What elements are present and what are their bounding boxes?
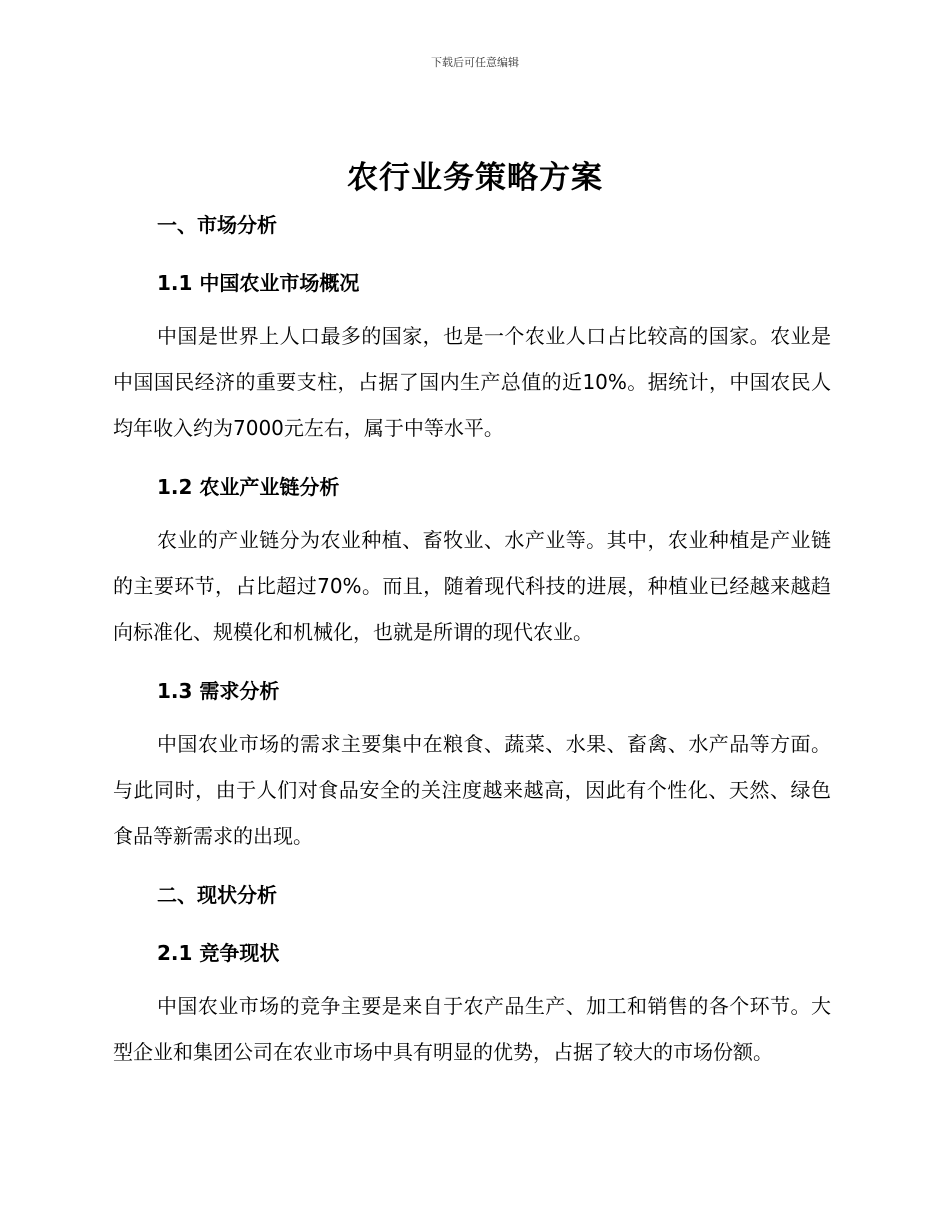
document-title: 农行业务策略方案: [347, 160, 603, 196]
page-header-note: 下载后可任意编辑: [431, 56, 519, 69]
paragraph-2-1: 中国农业市场的竞争主要是来自于农产品生产、加工和销售的各个环节。大型企业和集团公司在农业市场中具有明显的优势，占据了较大的市场份额。: [113, 994, 831, 1064]
subsection-heading-1-2: 1.2 农业产业链分析: [157, 475, 340, 499]
subsection-heading-1-1: 1.1 中国农业市场概况: [157, 271, 360, 295]
paragraph-1-2: 农业的产业链分为农业种植、畜牧业、水产业等。其中，农业种植是产业链的主要环节，占比超过70%。而且，随着现代科技的进展，种植业已经越来越趋向标准化、规模化和机械化，也就是所谓的现代农业。: [113, 528, 831, 644]
paragraph-1-1: 中国是世界上人口最多的国家，也是一个农业人口占比较高的国家。农业是中国国民经济的重要支柱，占据了国内生产总值的近10%。据统计，中国农民人均年收入约为7000元左右，属于中等水平。: [113, 324, 831, 440]
subsection-heading-2-1: 2.1 竞争现状: [157, 941, 280, 965]
paragraph-1-3: 中国农业市场的需求主要集中在粮食、蔬菜、水果、畜禽、水产品等方面。与此同时，由于人们对食品安全的关注度越来越高，因此有个性化、天然、绿色食品等新需求的出现。: [113, 732, 831, 848]
subsection-heading-1-3: 1.3 需求分析: [157, 679, 280, 703]
section-heading-status-analysis: 二、现状分析: [157, 883, 277, 907]
section-heading-market-analysis: 一、市场分析: [157, 213, 277, 237]
